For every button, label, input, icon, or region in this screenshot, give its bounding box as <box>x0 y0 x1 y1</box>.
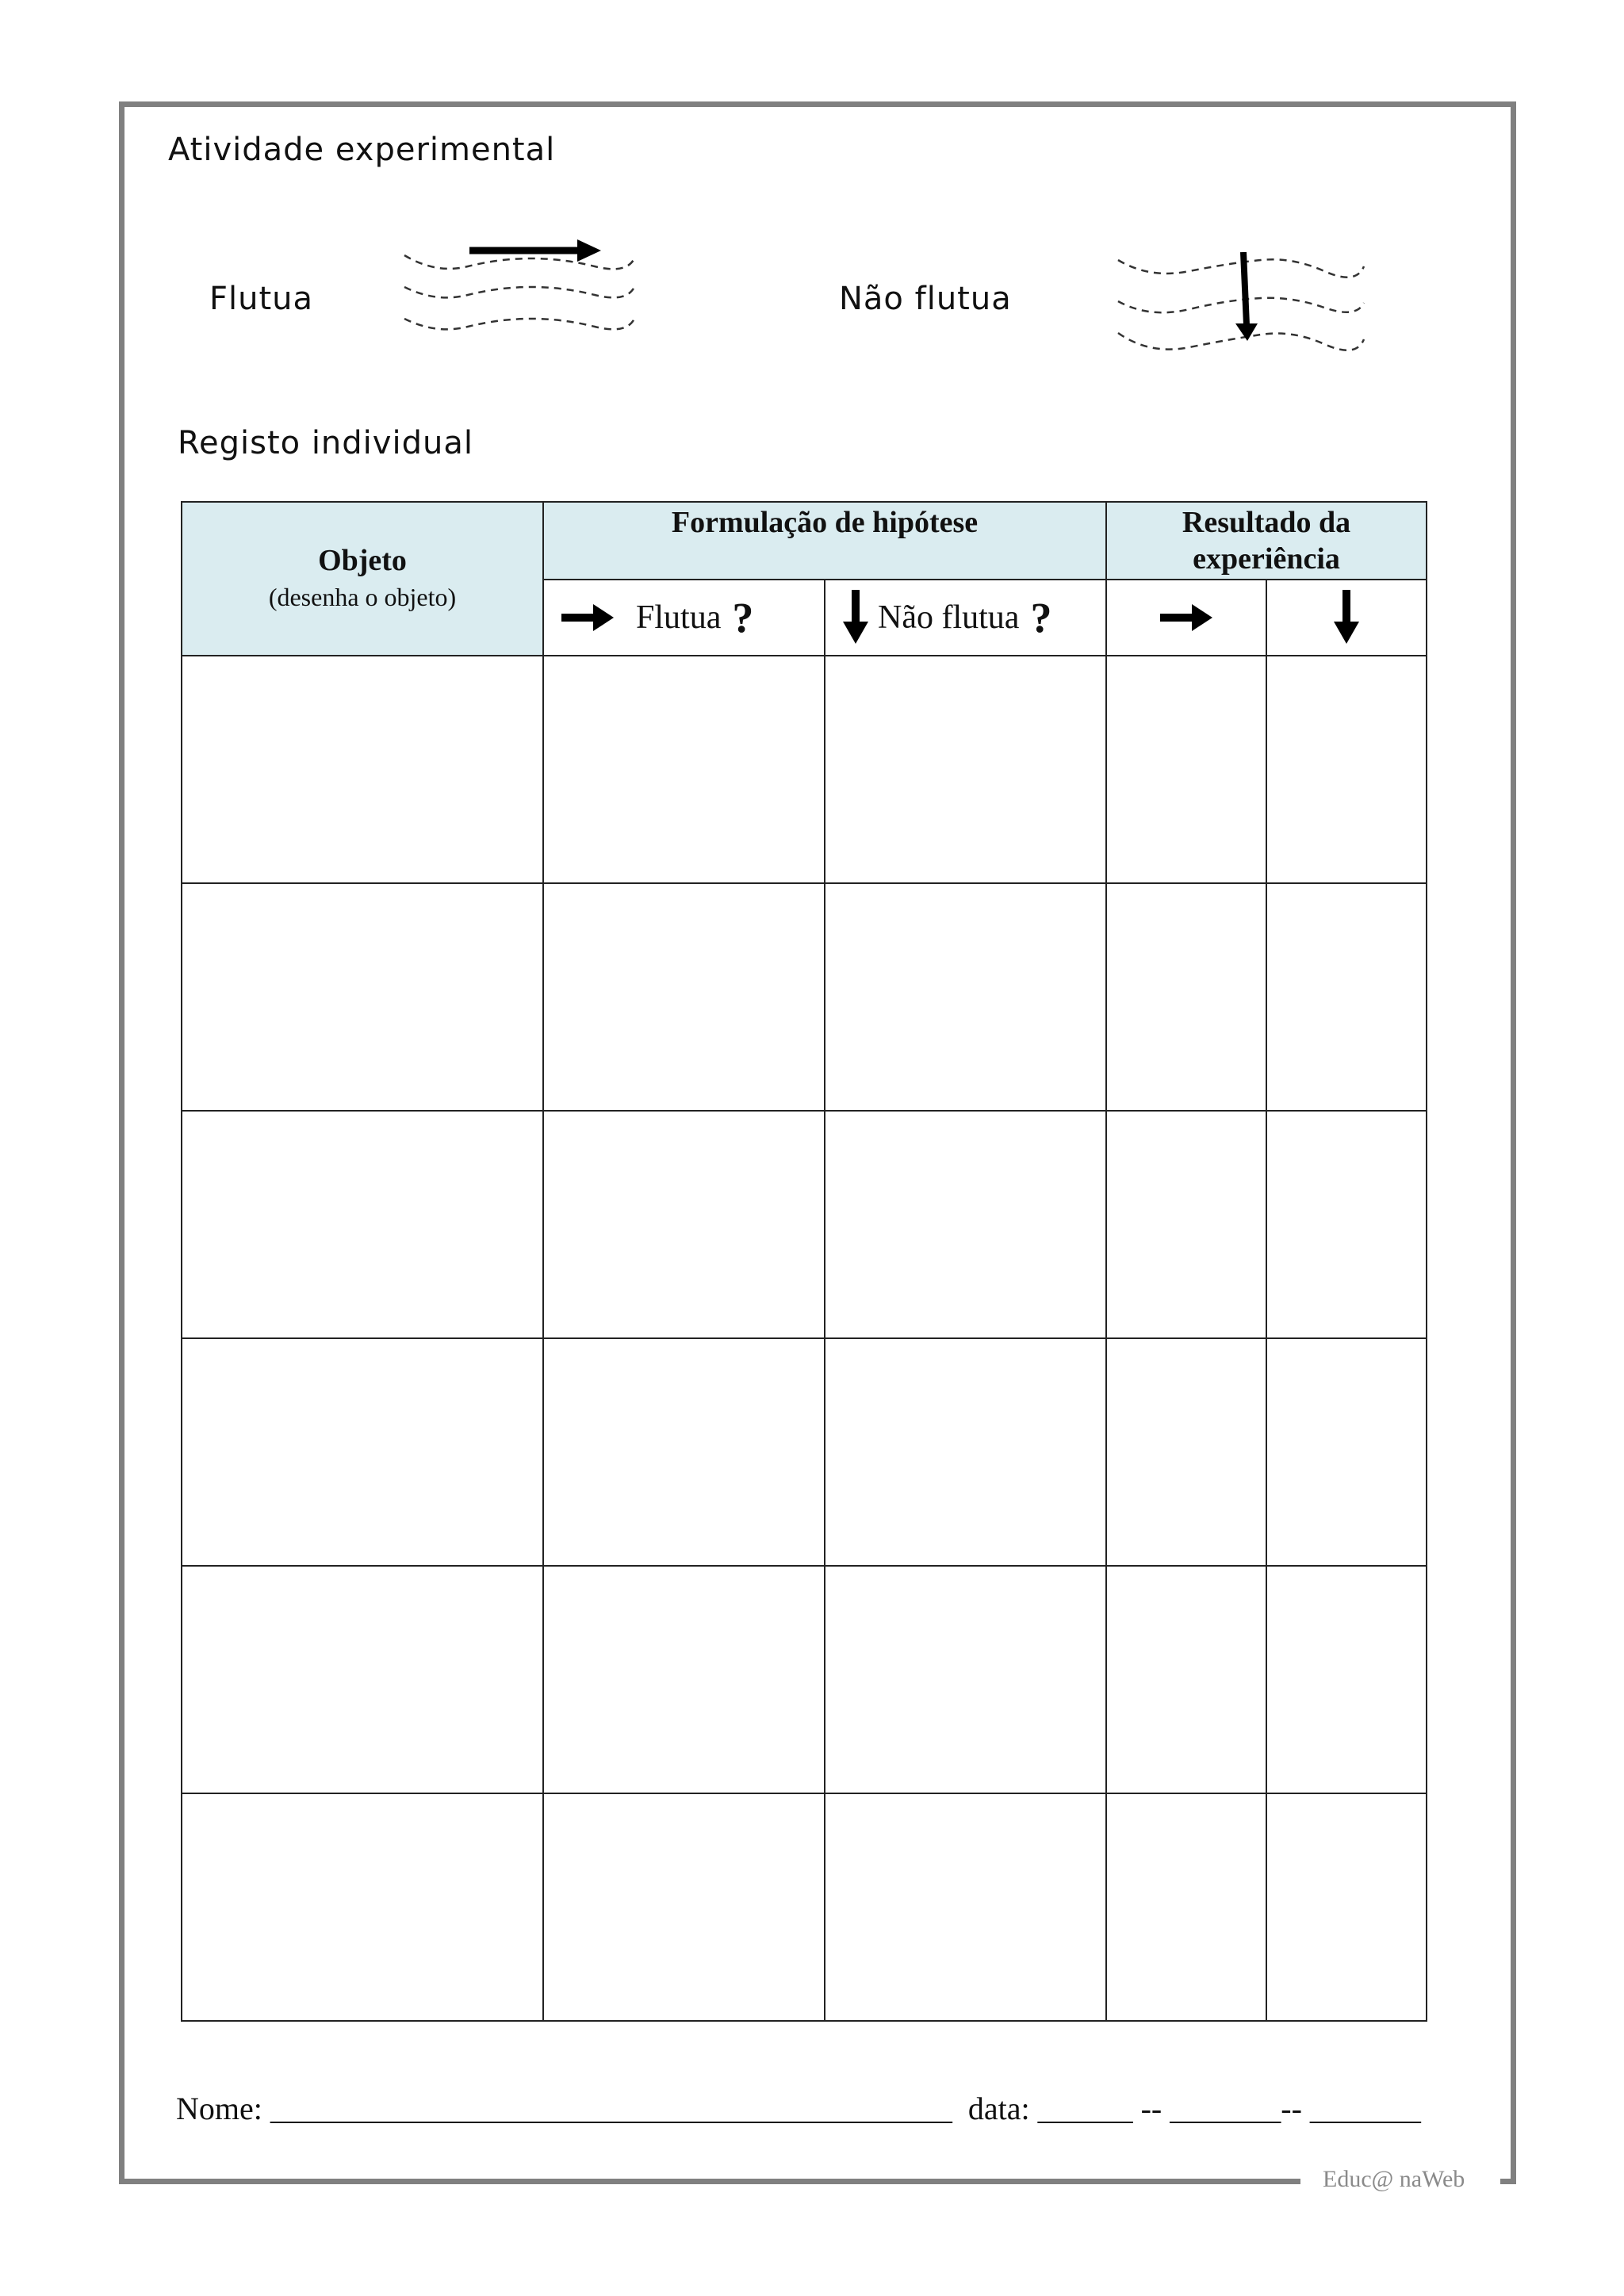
header-object-note: (desenha o objeto) <box>268 583 457 611</box>
hypothesis-sink-answer-cell[interactable] <box>825 1566 1106 1793</box>
question-mark: ? <box>732 594 754 641</box>
arrow-right-icon <box>1160 602 1212 633</box>
object-drawing-cell[interactable] <box>182 1111 543 1338</box>
table-row <box>182 1111 1427 1338</box>
name-date-line[interactable]: Nome: ___________________________________________ data: ______ -- _______-- _______ <box>176 2091 1421 2126</box>
hypothesis-float-answer-cell[interactable] <box>543 883 825 1111</box>
header-result: Resultado da experiência <box>1106 502 1427 580</box>
header-object-title: Objeto <box>318 544 407 577</box>
result-sink-answer-cell[interactable] <box>1266 1111 1427 1338</box>
record-table <box>181 501 1427 2022</box>
result-float-answer-cell[interactable] <box>1106 656 1266 883</box>
result-float-answer-cell[interactable] <box>1106 1111 1266 1338</box>
hypothesis-sink-answer-cell[interactable] <box>825 1793 1106 2021</box>
table-row <box>182 1338 1427 1566</box>
float-label: Flutua <box>209 281 314 317</box>
object-drawing-cell[interactable] <box>182 1338 543 1566</box>
table-row <box>182 883 1427 1111</box>
result-sink-cell <box>1266 580 1427 656</box>
result-sink-answer-cell[interactable] <box>1266 883 1427 1111</box>
object-drawing-cell[interactable] <box>182 883 543 1111</box>
hypothesis-sink-answer-cell[interactable] <box>825 1338 1106 1566</box>
result-float-answer-cell[interactable] <box>1106 1338 1266 1566</box>
result-sink-answer-cell[interactable] <box>1266 1338 1427 1566</box>
header-hypothesis: Formulação de hipótese <box>543 502 1106 580</box>
object-drawing-cell[interactable] <box>182 656 543 883</box>
hypothesis-sink-answer-cell[interactable] <box>825 1111 1106 1338</box>
page-title: Atividade experimental <box>168 132 556 168</box>
hypothesis-float-answer-cell[interactable] <box>543 1793 825 2021</box>
arrow-down-icon <box>1331 590 1362 645</box>
result-sink-answer-cell[interactable] <box>1266 1566 1427 1793</box>
object-drawing-cell[interactable] <box>182 1566 543 1793</box>
arrow-right-icon <box>561 602 614 633</box>
hypothesis-sink-answer-cell[interactable] <box>825 883 1106 1111</box>
result-float-answer-cell[interactable] <box>1106 1793 1266 2021</box>
sink-illustration-icon <box>1110 246 1372 365</box>
result-sink-answer-cell[interactable] <box>1266 1793 1427 2021</box>
object-drawing-cell[interactable] <box>182 1793 543 2021</box>
section-subtitle: Registo individual <box>178 425 473 461</box>
hypothesis-float-cell <box>543 580 825 656</box>
hypothesis-sink-cell <box>825 580 1106 656</box>
table-row <box>182 1566 1427 1793</box>
hypothesis-float-label: Flutua <box>636 599 722 636</box>
arrow-right-icon <box>469 239 601 262</box>
result-sink-answer-cell[interactable] <box>1266 656 1427 883</box>
question-mark: ? <box>1030 594 1052 641</box>
footer-credit: Educ@ naWeb <box>1323 2166 1465 2192</box>
header-object <box>182 502 543 656</box>
float-illustration-icon <box>396 235 650 346</box>
hypothesis-float-answer-cell[interactable] <box>543 1566 825 1793</box>
sink-label: Não flutua <box>839 281 1012 317</box>
result-float-cell <box>1106 580 1266 656</box>
hypothesis-float-answer-cell[interactable] <box>543 1111 825 1338</box>
result-float-answer-cell[interactable] <box>1106 1566 1266 1793</box>
arrow-down-icon <box>1235 252 1258 341</box>
arrow-down-icon <box>840 590 871 645</box>
result-float-answer-cell[interactable] <box>1106 883 1266 1111</box>
table-row <box>182 1793 1427 2021</box>
table-row <box>182 656 1427 883</box>
hypothesis-sink-label: Não flutua <box>878 599 1020 636</box>
hypothesis-float-answer-cell[interactable] <box>543 1338 825 1566</box>
hypothesis-sink-answer-cell[interactable] <box>825 656 1106 883</box>
hypothesis-float-answer-cell[interactable] <box>543 656 825 883</box>
